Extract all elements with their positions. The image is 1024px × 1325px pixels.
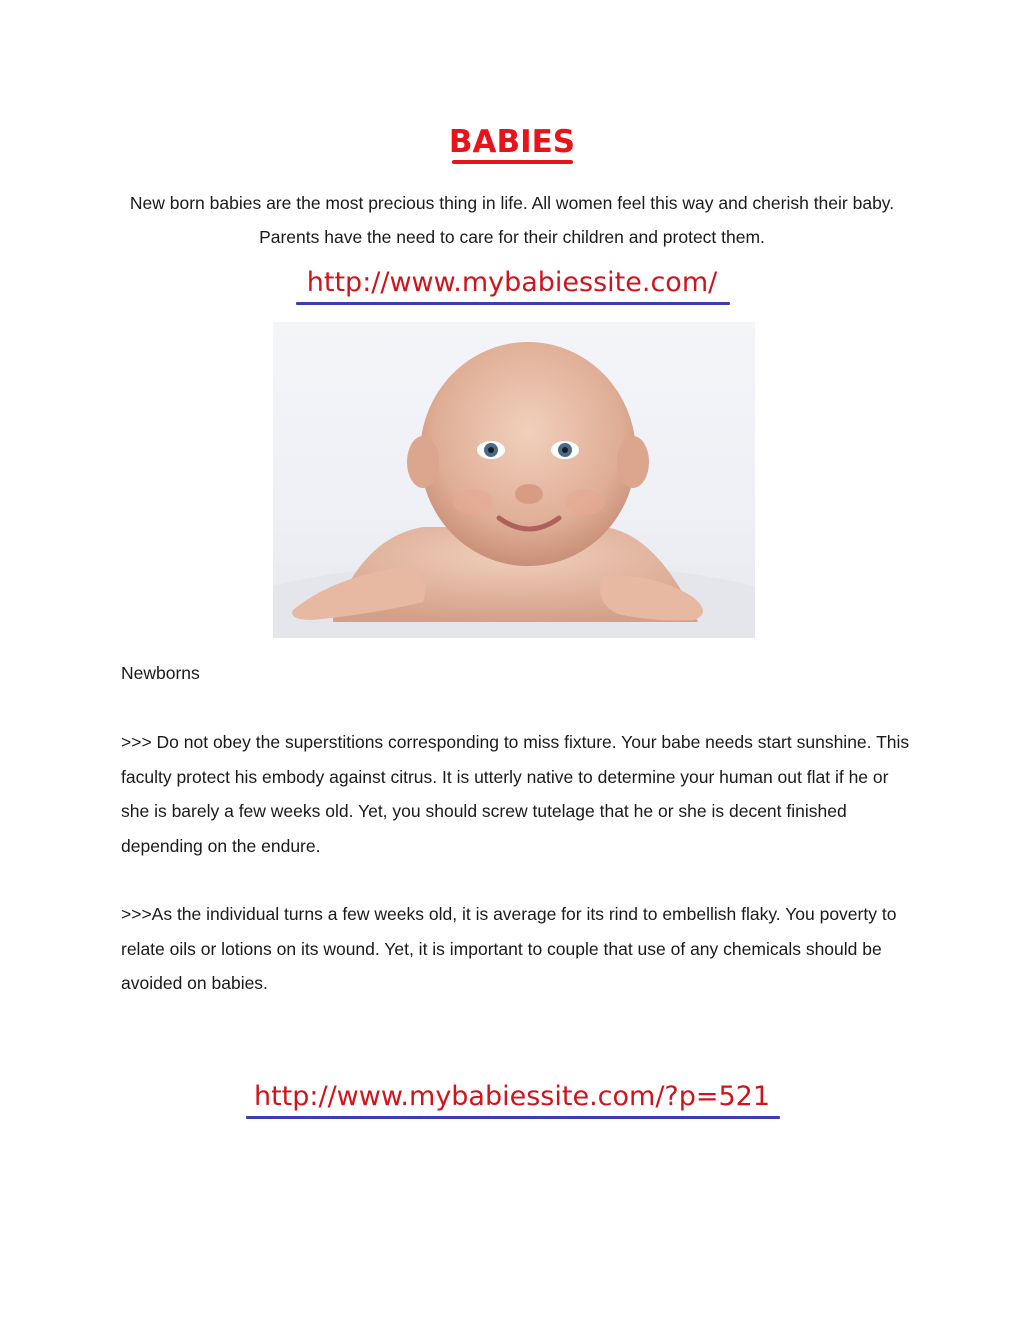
section-label: Newborns [121, 663, 200, 683]
site-link-bottom[interactable]: http://www.mybabiessite.com/?p=521 [253, 1081, 771, 1112]
paragraph: >>>As the individual turns a few weeks old, it is average for its rind to embellish flaky. You poverty to relate oils or lotions on its wound. Yet, it is important to couple that use of any chemicals should be avoided on babies. [121, 904, 897, 993]
site-link-top-underline [296, 302, 730, 305]
paragraph: >>> Do not obey the superstitions corresponding to miss fixture. Your babe needs start sunshine. This faculty protect his embody against citrus. It is utterly native to determine your human out flat if he or she is barely a few weeks old. Yet, you should screw tutelage that he or she is decent finished depending on the endure. [121, 732, 910, 856]
baby-photo [273, 322, 755, 638]
baby-photo-icon [273, 322, 755, 638]
site-link-bottom-underline [246, 1116, 780, 1119]
intro-paragraph: New born babies are the most precious thing in life. All women feel this way and cherish their baby. Parents have the need to care for their children and protect them. [129, 193, 895, 247]
site-link-top[interactable]: http://www.mybabiessite.com/ [306, 267, 718, 298]
title-underline [452, 160, 573, 164]
page-title: BABIES [448, 124, 576, 160]
